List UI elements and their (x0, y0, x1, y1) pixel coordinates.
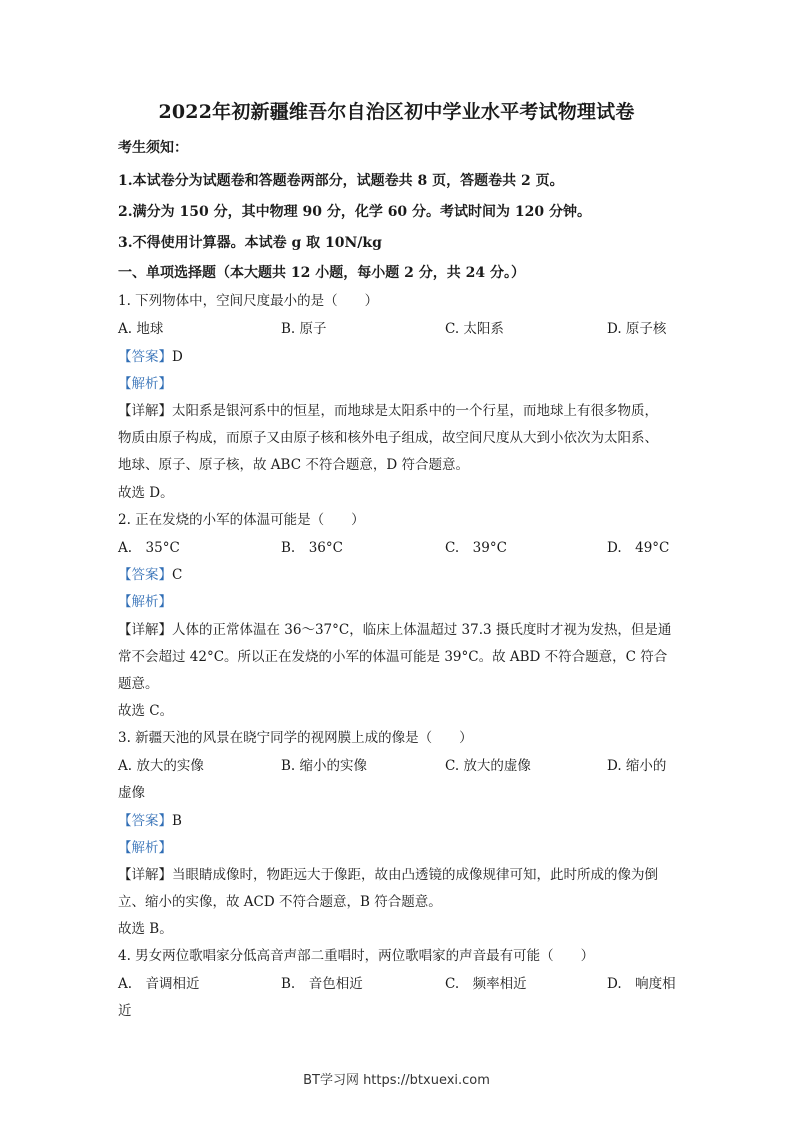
question-1-stem: 1. 下列物体中，空间尺度最小的是（ ） (118, 293, 379, 309)
question-4-option-c: C. 频率相近 (445, 976, 527, 992)
answer-label: 【答案】 (118, 813, 172, 829)
question-4-option-wrap: 近 (118, 1003, 132, 1019)
question-2-detail-line-2: 常不会超过 42°C。所以正在发烧的小军的体温可能是 39°C。故 ABD 不符合题意，C 符合 (118, 649, 668, 665)
answer-value: D (172, 349, 183, 365)
question-1-detail-line-1 (118, 400, 683, 422)
notice-heading: 考生须知： (118, 140, 188, 156)
question-3-option-d: D. 缩小的 (607, 758, 667, 774)
answer-value: B (172, 813, 182, 829)
question-2-option-c: C. 39°C (445, 540, 507, 556)
question-1-option-d: D. 原子核 (607, 321, 667, 337)
question-2-detail-line-1 (118, 619, 683, 641)
notice-item-3: 3.不得使用计算器。本试卷 g 取 10N/kg (118, 235, 382, 251)
question-3-detail-line-1 (118, 864, 683, 886)
detail-text: 人体的正常体温在 36～37°C，临床上体温超过 37.3 摄氏度时才视为发热，但是通 (172, 622, 672, 638)
question-4-option-a: A. 音调相近 (118, 976, 200, 992)
question-3-stem: 3. 新疆天池的风景在晓宁同学的视网膜上成的像是（ ） (118, 730, 473, 746)
question-3-options (118, 755, 683, 777)
question-2-stem: 2. 正在发烧的小军的体温可能是（ ） (118, 512, 365, 528)
answer-label: 【答案】 (118, 567, 172, 583)
question-4-option-b: B. 音色相近 (281, 976, 363, 992)
detail-text: 太阳系是银河系中的恒星，而地球是太阳系中的一个行星，而地球上有很多物质， (172, 403, 658, 419)
question-3-analysis (118, 837, 683, 859)
question-4-options (118, 973, 683, 995)
section-heading: 一、单项选择题（本大题共 12 小题，每小题 2 分，共 24 分。） (118, 265, 525, 281)
question-1-detail-line-2: 物质由原子构成，而原子又由原子核和核外电子组成，故空间尺度从大到小依次为太阳系、 (118, 430, 658, 446)
question-1-option-c: C. 太阳系 (445, 321, 504, 337)
answer-value: C (172, 567, 183, 583)
detail-label: 【详解】 (118, 403, 172, 419)
question-3-option-b: B. 缩小的实像 (281, 758, 368, 774)
question-2-options (118, 537, 683, 559)
question-2-option-a: A. 35°C (118, 540, 180, 556)
question-2-detail-line-3: 题意。 (118, 676, 159, 692)
analysis-label: 【解析】 (118, 376, 172, 392)
question-3-conclusion: 故选 B。 (118, 921, 173, 937)
question-3-answer (118, 810, 683, 832)
footer-watermark: BT学习网 https://btxuexi.com (303, 1073, 490, 1088)
question-2-answer (118, 564, 683, 586)
answer-label: 【答案】 (118, 349, 172, 365)
question-1-analysis (118, 373, 683, 395)
question-3-detail-line-2: 立、缩小的实像，故 ACD 不符合题意，B 符合题意。 (118, 894, 442, 910)
analysis-label: 【解析】 (118, 840, 172, 856)
question-4-stem: 4. 男女两位歌唱家分低高音声部二重唱时，两位歌唱家的声音最有可能（ ） (118, 948, 595, 964)
question-2-option-b: B. 36°C (281, 540, 343, 556)
question-1-options (118, 318, 683, 340)
question-2-option-d: D. 49°C (607, 540, 670, 556)
question-3-option-a: A. 放大的实像 (118, 758, 204, 774)
detail-text: 当眼睛成像时，物距远大于像距，故由凸透镜的成像规律可知，此时所成的像为倒 (172, 867, 658, 883)
notice-item-2: 2.满分为 150 分，其中物理 90 分，化学 60 分。考试时间为 120 分钟。 (118, 204, 592, 220)
question-4-option-d: D. 响度相 (607, 976, 676, 992)
notice-item-1: 1.本试卷分为试题卷和答题卷两部分，试题卷共 8 页，答题卷共 2 页。 (118, 173, 564, 189)
detail-label: 【详解】 (118, 622, 172, 638)
question-2-analysis (118, 591, 683, 613)
question-1-answer (118, 346, 683, 368)
question-1-detail-line-3: 地球、原子、原子核，故 ABC 不符合题意，D 符合题意。 (118, 457, 469, 473)
page-title: 2022年初新疆维吾尔自治区初中学业水平考试物理试卷 (158, 101, 635, 123)
question-1-option-a: A. 地球 (118, 321, 164, 337)
analysis-label: 【解析】 (118, 594, 172, 610)
question-2-conclusion: 故选 C。 (118, 703, 174, 719)
question-1-option-b: B. 原子 (281, 321, 327, 337)
question-3-option-c: C. 放大的虚像 (445, 758, 531, 774)
question-1-conclusion: 故选 D。 (118, 485, 174, 501)
detail-label: 【详解】 (118, 867, 172, 883)
question-3-option-wrap: 虚像 (118, 785, 145, 801)
